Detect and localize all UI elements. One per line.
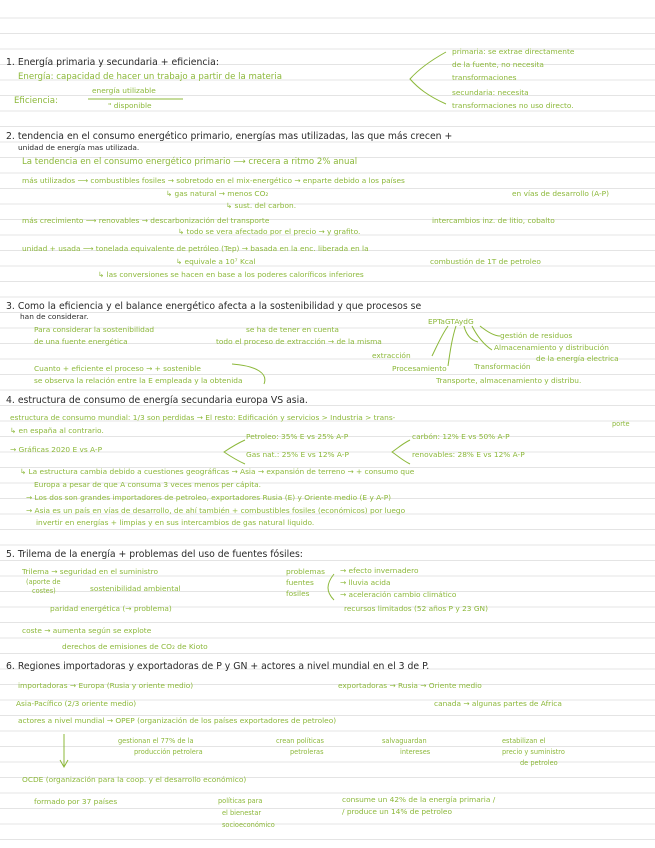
s2-mas-utilizados: más utilizados ⟶ combustibles fosiles → sobretodo en el mix-energético → enparte debido a los países	[22, 176, 405, 185]
s5-heading: 5. Trilema de la energía + problemas del uso de fuentes fósiles:	[6, 549, 303, 560]
s5-trilema: Trilema → seguridad en el suministro	[22, 567, 159, 576]
s3-proceso-extraccion: todo el proceso de extracción → de la misma	[216, 337, 382, 346]
s4-carbon: carbón: 12% E vs 50% A-P	[412, 432, 510, 441]
secundaria-line-2: transformaciones no uso directo.	[452, 101, 574, 110]
s6-gestionan-2: producción petrolera	[134, 748, 203, 756]
eptag-line-2	[448, 326, 456, 366]
s5-aceleracion: → aceleración cambio climático	[340, 590, 457, 599]
s6-exportadoras: exportadoras → Rusia → Oriente medio	[338, 681, 482, 690]
eptag-line-5	[480, 326, 500, 336]
s2-sust-carbon: ↳ sust. del carbon.	[226, 201, 297, 210]
s4-invertir: invertir en energías + limpias y en sus intercambios de gas natural liquido.	[36, 518, 315, 527]
s6-politicas-1: políticas para	[218, 797, 263, 805]
s4-graficas: → Gráficas 2020 E vs A-P	[10, 445, 103, 454]
eptag-line-1	[432, 326, 448, 356]
s3-extraccion: extracción	[372, 351, 411, 360]
s6-politicas-2: el bienestar	[222, 809, 262, 817]
s5-fosiles: fosiles	[286, 589, 310, 598]
s3-heading-1: 3. Como la eficiencia y el balance energético afecta a la sostenibilidad y que procesos se	[6, 301, 422, 312]
s6-canada: canada → algunas partes de Africa	[434, 699, 562, 708]
s3-tener-cuenta: se ha de tener en cuenta	[246, 325, 339, 334]
s3-heading-2: han de considerar.	[20, 312, 89, 321]
s3-almacenamiento-1: Almacenamiento y distribución	[494, 343, 609, 352]
eficiencia-label: Eficiencia:	[14, 96, 58, 106]
s2-gas-natural: ↳ gas natural → menos CO₂	[166, 189, 269, 198]
s2-precio: ↳ todo se vera afectado por el precio → y grafito.	[178, 227, 361, 236]
primaria-secundaria-brace	[410, 52, 446, 104]
s6-asia-pacifico: Asia-Pacífico (2/3 oriente medio)	[16, 699, 137, 708]
graficas-brace-left	[224, 440, 245, 464]
s3-procesamiento: Procesamiento	[392, 364, 447, 373]
s1-heading: 1. Energía primaria y secundaria + eficiencia:	[6, 57, 219, 68]
s4-estructura-cambia: ↳ La estructura cambia debido a cuestiones geográficas → Asia → expansión de terreno → + consumo que	[20, 467, 415, 476]
s6-consume-1: consume un 42% de la energía primaria /	[342, 795, 496, 804]
s3-gestion-residuos: gestión de residuos	[500, 331, 573, 340]
s6-gestionan-1: gestionan el 77% de la	[118, 737, 194, 745]
s2-conversiones: ↳ las conversiones se hacen en base a los poderes caloríficos inferiores	[98, 270, 364, 279]
s5-problemas: problemas	[286, 567, 325, 576]
s6-politicas-3: socioeconómico	[222, 821, 275, 829]
s4-estructura-mundial: estructura de consumo mundial: 1/3 son perdidas → El resto: Edificación y servicios > Industria > trans-	[10, 413, 396, 422]
s6-importadoras: importadoras → Europa (Rusia y oriente medio)	[18, 681, 194, 690]
problemas-brace	[328, 574, 334, 600]
s4-europa: Europa a pesar de que A consuma 3 veces menos per cápita.	[34, 480, 262, 489]
s6-estabilizan-3: de petroleo	[520, 759, 558, 767]
energia-definition: Energía: capacidad de hacer un trabajo a partir de la materia	[18, 72, 282, 82]
s2-tendencia: La tendencia en el consumo energético primario ⟶ crecera a ritmo 2% anual	[22, 157, 358, 167]
eptag-line-4	[472, 326, 492, 350]
s3-considerar-2: de una fuente energética	[34, 337, 128, 346]
s6-estabilizan-1: estabilizan el	[502, 737, 546, 745]
s6-crean-1: crean políticas	[276, 737, 324, 745]
s4-asia: → Asia es un país en vías de desarrollo, de ahí también + combustibles fosiles (económicos) por luego	[26, 506, 406, 515]
s2-combustion: combustión de 1T de petroleo	[430, 257, 541, 266]
s3-transporte: Transporte, almacenamiento y distribu.	[436, 376, 582, 385]
s3-almacenamiento-2: de la energía electrica	[536, 354, 619, 363]
s2-mas-crecimiento: más crecimiento ⟶ renovables → descarbonización del transporte	[22, 216, 270, 225]
s6-salvaguardan-2: intereses	[400, 748, 431, 756]
s3-relacion: se observa la relación entre la E empleada y la obtenida	[34, 376, 243, 385]
eptag-line-3	[464, 326, 478, 342]
s6-ocde: OCDE (organización para la coop. y el desarrollo económico)	[22, 775, 247, 784]
s4-petroleo: Petroleo: 35% E vs 25% A-P	[246, 432, 349, 441]
s5-lluvia: → lluvia acida	[340, 578, 391, 587]
s6-crean-2: petroleras	[290, 748, 324, 756]
s2-unidad: unidad + usada ⟶ tonelada equivalente de petróleo (Tep) → basada en la enc. liberada en la	[22, 244, 369, 253]
s4-heading: 4. estructura de consumo de energía secundaria europa VS asia.	[6, 395, 308, 406]
primaria-line-1: primaria: se extrae directamente	[452, 47, 575, 56]
s5-derechos: derechos de emisiones de CO₂ de Kioto	[62, 642, 208, 651]
primaria-line-3: transformaciones	[452, 73, 517, 82]
s2-intercambios: intercambios inz. de litio, cobalto	[432, 216, 555, 225]
s3-eptag: EPTaGTAydG	[428, 317, 474, 326]
s2-heading-1: 2. tendencia en el consumo energético primario, energías mas utilizadas, las que más crecen +	[6, 131, 453, 142]
s5-costes-2: costes)	[32, 587, 56, 595]
s2-vias-desarrollo: en vías de desarrollo (A-P)	[512, 189, 610, 198]
s3-cuanto-eficiente: Cuanto + eficiente el proceso → + sostenible	[34, 364, 201, 373]
s3-transformacion: Transformación	[474, 362, 531, 371]
s5-sostenibilidad: sostenibilidad ambiental	[90, 584, 181, 593]
s5-fuentes: fuentes	[286, 578, 314, 587]
s6-salvaguardan-1: salvaguardan	[382, 737, 427, 745]
s5-paridad: paridad energética (→ problema)	[50, 604, 172, 613]
s6-actores: actores a nivel mundial → OPEP (organización de los países exportadores de petroleo)	[18, 716, 337, 725]
s5-costes-1: (aporte de	[26, 578, 61, 586]
s4-gas-nat: Gas nat.: 25% E vs 12% A-P	[246, 450, 349, 459]
s5-efecto: → efecto invernadero	[340, 566, 419, 575]
s4-porte: porte	[612, 420, 630, 428]
graficas-brace-right	[392, 440, 410, 464]
primaria-line-2: de la fuente, no necesita	[452, 60, 544, 69]
s2-equivale: ↳ equivale a 10⁷ Kcal	[176, 257, 256, 266]
s4-renovables: renovables: 28% E vs 12% A-P	[412, 450, 525, 459]
s6-heading: 6. Regiones importadoras y exportadoras de P y GN + actores a nivel mundial en el 3 de P.	[6, 661, 430, 672]
s6-estabilizan-2: precio y suministro	[502, 748, 565, 756]
s6-consume-2: / produce un 14% de petroleo	[342, 807, 453, 816]
s4-importadores: → Los dos son grandes importadores de petroleo, exportadores Rusia (E) y Oriente medio (E y A-P)	[26, 493, 392, 502]
s4-espana: ↳ en españa al contrario.	[10, 426, 104, 435]
s5-coste: coste → aumenta según se explote	[22, 626, 152, 635]
secundaria-line-1: secundaria: necesita	[452, 88, 529, 97]
s2-heading-2: unidad de energía mas utilizada.	[18, 143, 140, 152]
s3-considerar-1: Para considerar la sostenibilidad	[34, 325, 155, 334]
eficiencia-numerator: energía utilizable	[92, 86, 156, 95]
s5-recursos: recursos limitados (52 años P y 23 GN)	[344, 604, 488, 613]
s6-formado: formado por 37 países	[34, 797, 118, 806]
eficiencia-denominator: " disponible	[108, 101, 152, 110]
